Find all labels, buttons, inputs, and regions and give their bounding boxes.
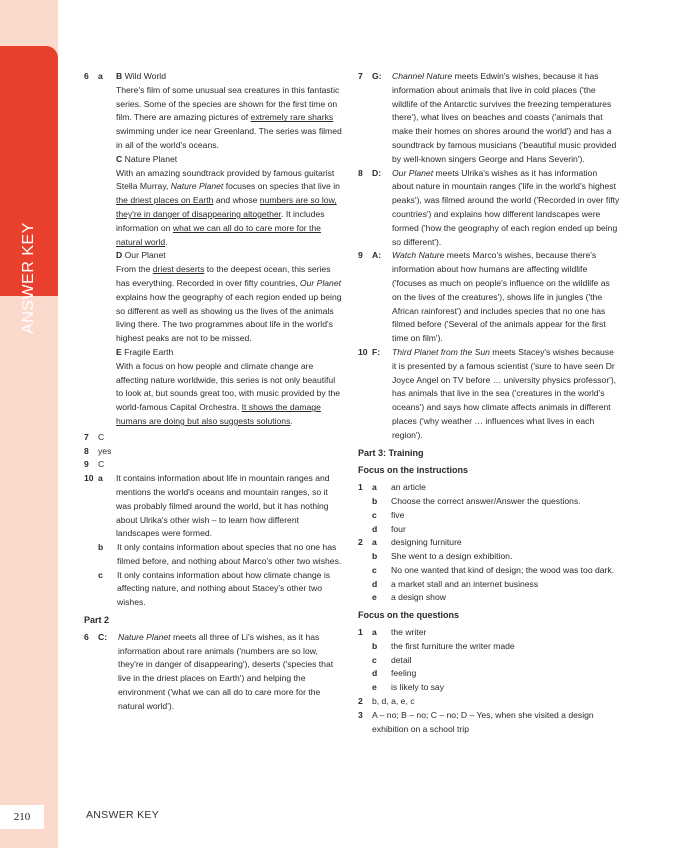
- questions-q1-d: d feeling: [372, 668, 417, 679]
- instructions-q2-d: d a market stall and an internet business: [372, 578, 539, 589]
- questions-q1-e: e is likely to say: [372, 682, 445, 693]
- questions-q2: 2 b, d, a, e, c: [358, 696, 415, 707]
- answer-10c: It only contains information about how climate change is affecting nature, and nothing about Stacey's other two wishes.: [117, 569, 331, 608]
- part2-answer-10: 10 F: Third Planet from the Sun meets Stacey's wishes because it is presented by a famous scientist ('sure to have seen Dr Joyce Angel on TV before … university physics professor'), has animals that live in the sea ('creatures in the world's oceans') and says how climate affects animals in different places ('why weather … influences what lives in each region').: [358, 346, 617, 440]
- option-c: C Nature Planet: [116, 153, 178, 164]
- option-d-text: From the driest deserts to the deepest ocean, this series has everything. Recorded in over fifty countries, Our Planet explains how the geography of each region ended up being so different as well as showing us the lives of the animals living there. The two programmes about life in the world's highest peaks are not to be missed.: [116, 264, 342, 344]
- instructions-q2-c: c No one wanted that kind of design; the wood was too dark.: [372, 564, 615, 575]
- option-c-text: With an amazing soundtrack provided by famous guitarist Stella Murray, Nature Planet focuses on species that live in the driest places on Earth and whose numbers are so low, they're in danger of disappearing altogether. It includes information on what we can all do to care more for the natural world.: [116, 167, 340, 247]
- instructions-q1-b: b Choose the correct answer/Answer the questions.: [372, 495, 581, 506]
- answer-10b: It only contains information about species that no one has filmed before, and nothing about Marco's other two wishes.: [117, 542, 342, 566]
- question-8: 8 yes: [84, 445, 112, 456]
- footer-label: ANSWER KEY: [86, 809, 160, 821]
- question-6: 6 a B Wild World There's film of some unusual sea creatures in this fantastic series. Some of the species are shown for the first time on film. There are amazing pictures of extremely rare sharks swimming under ice near Greenland. The series was filmed in all of the world's oceans. C Nature Planet With an amazing soundtrack provided by famous guitarist Stella Murray, Nature Planet focuses on species that live in the driest places on Earth and whose numbers are so low, they're in danger of disappearing altogether. It includes information on what we can all do to care more for the natural world. D Our Planet From the driest deserts to the deepest ocean, this series has everything. Recorded in over fifty countries, Our Planet explains how the geography of each region ended up being so different as well as showing us the lives of the animals living there. The two programmes about life in the world's highest peaks are not to be missed. E Fragile Earth With a focus on how people and climate change are affecting nature worldwide, this series is not only beautiful to look at, but sounds great too, with music provided by the world-famous Capital Orchestra. It shows the damage humans are doing but also suggests solutions.: [84, 70, 344, 429]
- part2-answer-7: 7 G: Channel Nature meets Edwin's wishes, because it has information about animals that live in cold places ('the wildlife of the Antarctic survives the freezing temperatures there'), what lives on beaches and coasts ('animals that make their homes on shores around the world') and has a soundtrack by famous musicians ('beautiful music provided by well-known singers George and Hans Severin').: [358, 71, 617, 164]
- option-b-text: There's film of some unusual sea creatures in this fantastic series. Some of the species are shown for the first time on film. There are amazing pictures of extremely rare sharks swimming under ice near Greenland. The series was filmed in all of the world's oceans.: [116, 84, 342, 150]
- questions-q1: 1 a the writer: [358, 627, 427, 638]
- option-b: B Wild World: [116, 71, 166, 81]
- instructions-q2: 2 a designing furniture: [358, 537, 462, 548]
- questions-q1-b: b the first furniture the writer made: [372, 640, 515, 651]
- option-d: D Our Planet: [116, 250, 166, 261]
- question-9: 9 C: [84, 459, 105, 470]
- question-7: 7 C: [84, 431, 105, 442]
- question-10-b: b It only contains information about species that no one has filmed before, and nothing about Marco's other two wishes.: [84, 541, 344, 569]
- focus-questions-heading: Focus on the questions: [358, 610, 460, 621]
- question-10: 10 a It contains information about life in mountain ranges and mentions the world's oceans and mountain ranges, so it was probably filmed around the world, but it has nothing about Ulrika's other wish – to learn how different landscapes were formed.: [84, 472, 344, 541]
- left-column: [84, 70, 344, 714]
- focus-instructions-heading: Focus on the instructions: [358, 465, 469, 476]
- part-2-heading: Part 2: [84, 615, 110, 626]
- instructions-q2-b: b She went to a design exhibition.: [372, 551, 513, 562]
- part-3-heading: Part 3: Training: [358, 447, 424, 458]
- instructions-q2-e: e a design show: [372, 592, 446, 603]
- option-e-text: With a focus on how people and climate change are affecting nature worldwide, this series is not only beautiful to look at, but sounds great too, with music provided by the world-famous Capital Orchestra. It shows the damage humans are doing but also suggests solutions.: [116, 360, 341, 426]
- section-tab-label: ANSWER KEY: [20, 222, 37, 334]
- option-e: E Fragile Earth: [116, 346, 174, 357]
- page-number: 210: [0, 805, 44, 829]
- instructions-q1-c: c five: [372, 509, 405, 520]
- answer-10a: It contains information about life in mountain ranges and mentions the world's oceans and mountain ranges, so it was probably filmed around the world, but it has nothing about Ulrika's other wish – to learn how different landscapes were formed.: [116, 473, 330, 539]
- questions-q1-c: c detail: [372, 654, 412, 665]
- instructions-q1: 1 a an article: [358, 482, 426, 493]
- right-column: [358, 70, 620, 736]
- section-tab: [0, 46, 58, 334]
- part2-answer-9: 9 A: Watch Nature meets Marco's wishes, because there's information about how humans are affecting wildlife ('focuses as much on people's influence on the wildlife as on the lives of the creatures'), shows life in jungles ('the African rainforest') and includes species that no one has filmed before ('Several of the animals appear for the first time on film').: [358, 250, 610, 344]
- instructions-q1-d: d four: [372, 523, 406, 534]
- questions-q3: 3 A – no; B – no; C – no; D – Yes, when she visited a design exhibition on a school trip: [358, 709, 594, 734]
- part2-answer-8: 8 D: Our Planet meets Ulrika's wishes as it has information about nature in mountain ranges ('life in the world's highest peaks'), was filmed around the world ('Recorded in over fifty countries') and explains how different landscapes were formed ('how the geography of each region ended up being so different').: [358, 167, 620, 247]
- question-10-c: c It only contains information about how climate change is affecting nature, and nothing about Stacey's other two wishes.: [84, 569, 344, 610]
- part2-answer-6: 6 C: Nature Planet meets all three of Li's wishes, as it has information about rare animals ('numbers are so low, they're in danger of disappearing'), deserts ('species that live in the driest places on Earth') and helping the environment ('what we can all do to care more for the natural world').: [84, 631, 334, 711]
